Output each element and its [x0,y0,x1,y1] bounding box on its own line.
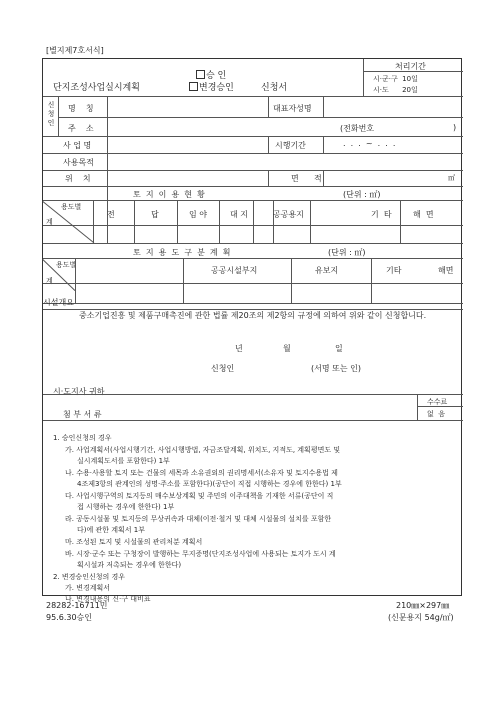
signature-note: (서명 또는 인) [311,364,361,373]
note-line: 획시설과 저촉되는 경우에 한한다) [77,561,182,569]
note-line: 가. 변경계획서 [65,584,111,592]
project-name-input[interactable] [111,138,261,151]
applicant-address-input[interactable] [111,119,331,133]
land-use-col-other: 기 타 [371,210,392,219]
land-use-corner-top: 용도별 [61,203,82,211]
land-plan-col-public: 공공시설부지 [211,266,258,275]
note-line: 라. 공동시설물 및 토지등의 무상귀속과 대체(이전·철거 및 대체 시설물의 설치를 포함한 [65,515,332,523]
land-plan-col-sea: 해면 [438,266,454,275]
applicant-label: 신청인 [47,101,55,127]
overview-label: 시설개요 [43,298,74,307]
date-month: 월 [283,344,291,353]
land-use-col-building: 대 지 [230,210,248,219]
note-line: 가. 사업계획서(사업시행기간, 사업시행방법, 자금조달계획, 위치도, 지적도, 계획평면도 및 [65,446,341,454]
land-plan-unit: (단위 : ㎡) [328,248,366,257]
fee-value: 없 음 [427,410,445,418]
applicant-signature-label: 신청인 [211,364,235,373]
approve-checkbox[interactable] [196,70,205,79]
purpose-label: 사용목적 [63,158,94,167]
location-label: 위 치 [65,174,91,183]
land-plan-corner-top: 용도별 [56,261,77,269]
land-use-corner-bottom: 계 [46,218,53,226]
representative-input[interactable] [327,99,459,113]
processing-period-label: 처리기간 [395,62,426,71]
note-line: 다. 사업시행구역의 토지등의 매수보상계획 및 주민의 이주대책을 기재한 서류(공단이 직 [65,492,334,500]
form-title: 단지조성사업실시계획 [53,83,140,93]
note-line: 2. 변경승인신청의 경우 [53,573,125,581]
location-input[interactable] [111,172,261,184]
footer-approval: 95.6.30승인 [46,613,92,622]
land-use-col-paddy: 답 [151,210,159,219]
note-line: 나. 변경내용의 신·구 대비표 [65,595,151,603]
change-checkbox[interactable] [189,82,198,91]
addressee: 시·도지사 귀하 [53,387,105,396]
footer-paper-type: (신문용지 54g/㎡) [388,613,454,622]
land-plan-col-reserve: 유보지 [315,266,339,275]
representative-label: 대표자성명 [273,104,312,113]
project-period-label: 시행기간 [275,141,306,150]
fee-label: 수수료 [427,398,448,406]
processing-period-province: 시·도 20일 [373,86,418,94]
date-year: 년 [235,344,243,353]
statement-text: 중소기업진흥 및 제품구매촉진에 관한 법률 제20조의 제2항의 규정에 의하여 위와 같이 신청합니다. [79,311,427,320]
processing-period-city: 시·군·구 10일 [373,75,418,83]
note-line: 마. 조성된 토지 및 시설물의 관리처분 계획서 [65,538,203,546]
change-label: 변경승인 [199,83,234,93]
note-line: 1. 승인신청의 경우 [53,434,112,442]
form-number: [별지제7호서식] [46,46,104,55]
applicant-name-label: 명 칭 [68,104,94,113]
project-period-value[interactable]: . . . ~ . . . [343,139,396,148]
footer-form-code: 28282-16711민 [46,601,108,610]
form-title-suffix: 신청서 [261,83,288,93]
attachments-label: 첨 부 서 류 [63,410,102,419]
land-use-col-public: 공공용지 [273,210,304,219]
note-line: 나. 수용·사용할 토지 또는 건물의 세목과 소유권외의 권리명세서(소유자 및 토지수용법 제 [65,469,338,477]
purpose-input[interactable] [111,155,456,168]
land-use-col-field: 전 [107,210,115,219]
area-label: 면 적 [291,174,322,183]
footer-paper-size: 210㎜×297㎜ [396,601,450,610]
note-line: 4조제3항의 관계인의 성명·주소를 포함한다)(공단이 직접 시행하는 경우에 한한다) 1부 [77,480,342,488]
land-use-col-sea: 해 면 [413,210,434,219]
application-form [42,58,462,603]
land-plan-col-other: 기타 [386,266,402,275]
land-use-col-forest: 임 야 [189,210,207,219]
land-use-title: 토 지 이 용 현 황 [133,190,205,199]
change-option[interactable] [189,80,234,93]
project-name-label: 사 업 명 [63,141,92,150]
land-use-unit: (단위 : ㎡) [343,190,381,199]
note-line: 접 시행하는 경우에 한한다) 1부 [77,503,175,511]
note-line: 바. 시장·군수 또는 구청장이 발행하는 무지증명(단지조성사업에 사용되는 토지가 도시 계 [65,550,336,558]
land-plan-title: 토 지 용 도 구 분 계 획 [133,248,231,257]
area-unit: ㎡ [448,174,455,182]
date-day: 일 [335,344,343,353]
note-line: 다)에 관한 계획서 1부 [77,526,145,534]
phone-label: (전화번호 [340,124,375,133]
note-line: 실시계획도서를 포함한다) 1부 [77,457,170,465]
land-plan-corner-bottom: 계 [46,277,53,285]
applicant-name-input[interactable] [111,99,261,113]
applicant-address-label: 주 소 [68,124,94,133]
approve-label: 승 인 [206,71,227,81]
phone-close: ) [453,123,457,132]
